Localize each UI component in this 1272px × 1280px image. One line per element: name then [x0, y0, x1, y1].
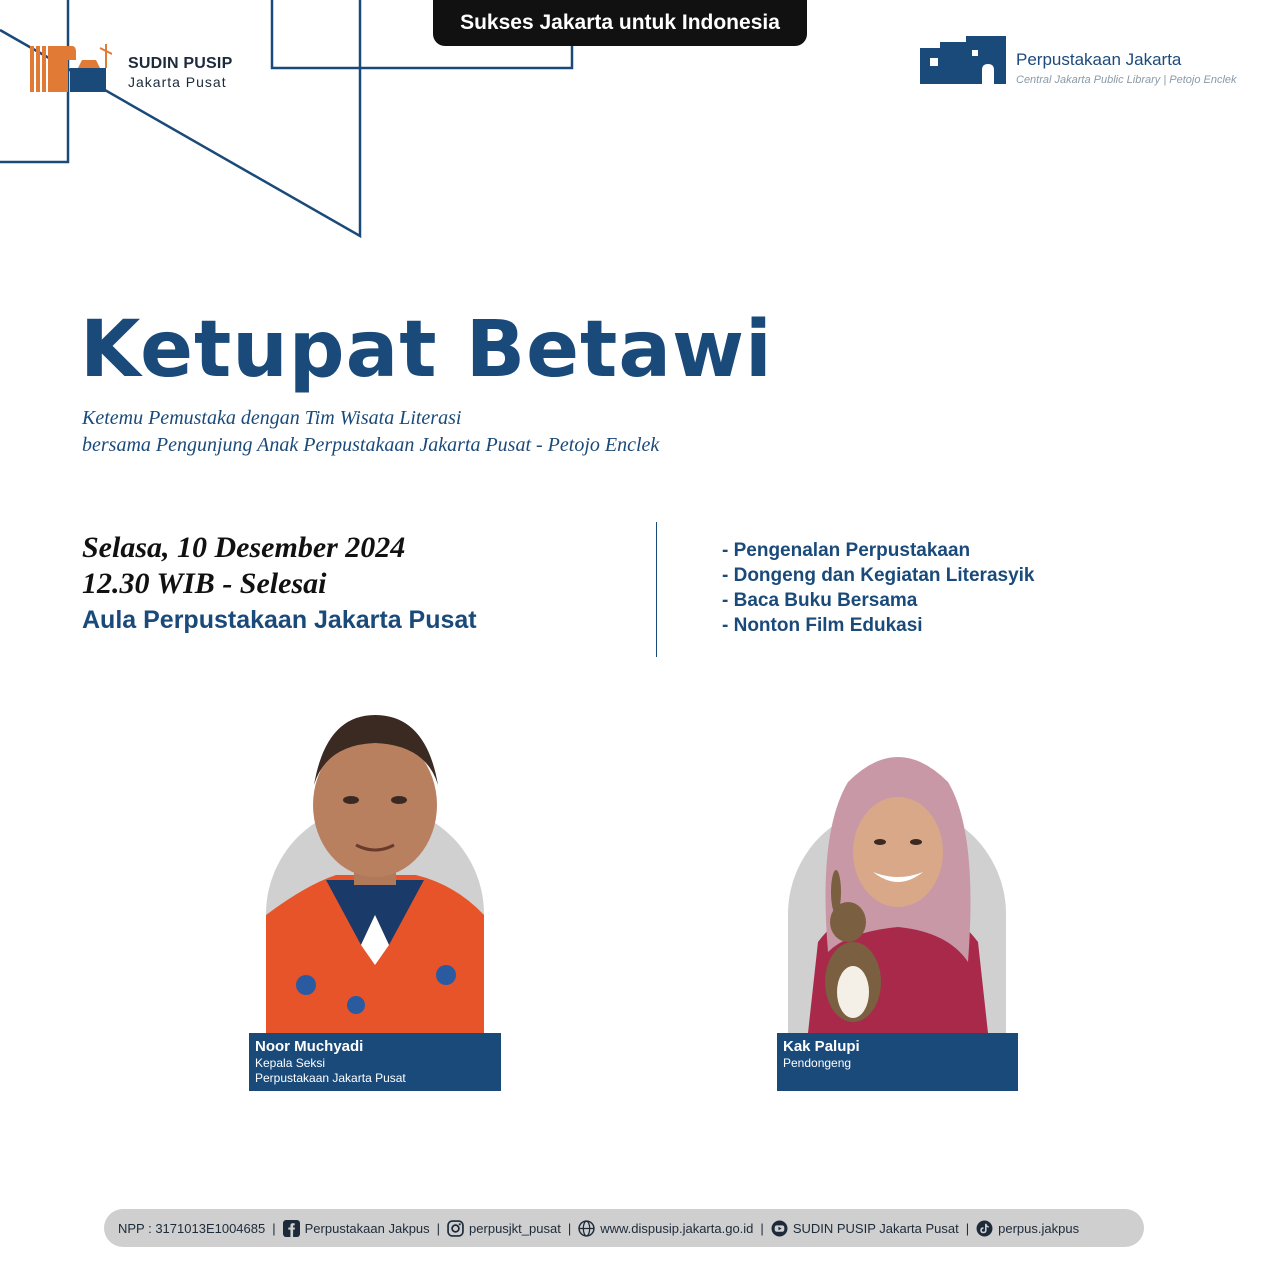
sudin-pusip-logo-icon	[30, 40, 112, 92]
agenda-item: - Pengenalan Perpustakaan	[722, 540, 971, 561]
tiktok-icon	[976, 1220, 993, 1237]
speaker-card	[777, 1033, 1018, 1091]
instagram-link[interactable]	[447, 1220, 561, 1237]
youtube-icon	[771, 1220, 788, 1237]
speaker-role: Kepala Seksi	[255, 1056, 326, 1070]
speaker-portrait-palupi	[788, 742, 1006, 1033]
speaker-name: Noor Muchyadi	[255, 1038, 364, 1055]
globe-icon	[578, 1220, 595, 1237]
facebook-icon	[283, 1220, 300, 1237]
event-date: Selasa, 10 Desember 2024	[82, 531, 406, 564]
event-venue: Aula Perpustakaan Jakarta Pusat	[82, 606, 477, 634]
event-title: Ketupat Betawi	[80, 305, 773, 395]
speaker-name: Kak Palupi	[783, 1038, 860, 1055]
agenda-list	[722, 538, 1035, 638]
website-label: www.dispusip.jakarta.go.id	[600, 1220, 754, 1236]
event-time: 12.30 WIB - Selesai	[82, 567, 327, 600]
event-schedule	[82, 530, 477, 635]
pj-title: Perpustakaan Jakarta	[1016, 50, 1182, 69]
tiktok-label: perpus.jakpus	[998, 1220, 1080, 1236]
agenda-item: - Nonton Film Edukasi	[722, 615, 923, 636]
speaker-role: Perpustakaan Jakarta Pusat	[255, 1071, 406, 1085]
speaker-portrait-noor	[266, 715, 484, 1033]
separator: |	[272, 1220, 276, 1236]
instagram-label: perpusjkt_pusat	[469, 1220, 561, 1236]
tiktok-link[interactable]	[976, 1220, 1079, 1237]
npp-number: NPP : 3171013E1004685	[118, 1220, 266, 1236]
separator: |	[760, 1220, 764, 1236]
sudin-subtitle: Jakarta Pusat	[128, 74, 227, 90]
speaker-role: Pendongeng	[783, 1056, 852, 1070]
website-link[interactable]	[578, 1220, 753, 1237]
speaker-card	[249, 1033, 501, 1091]
subtitle-line-2: bersama Pengunjung Anak Perpustakaan Jakarta Pusat - Petojo Enclek	[82, 434, 660, 456]
subtitle-line-1: Ketemu Pemustaka dengan Tim Wisata Literasi	[82, 407, 462, 429]
agenda-item: - Baca Buku Bersama	[722, 590, 918, 611]
sudin-title: SUDIN PUSIP	[128, 55, 233, 72]
perpustakaan-jakarta-logo-icon	[920, 36, 1008, 84]
tagline-banner: Sukses Jakarta untuk Indonesia	[433, 0, 807, 46]
separator: |	[965, 1220, 970, 1236]
facebook-link[interactable]	[283, 1220, 430, 1237]
footer-contact-bar	[104, 1209, 1144, 1247]
facebook-label: Perpustakaan Jakpus	[304, 1220, 430, 1236]
separator: |	[567, 1220, 572, 1236]
instagram-icon	[447, 1220, 464, 1237]
youtube-link[interactable]	[771, 1220, 959, 1237]
separator: |	[436, 1220, 441, 1236]
youtube-label: SUDIN PUSIP Jakarta Pusat	[792, 1220, 959, 1236]
divider	[656, 522, 657, 657]
agenda-item: - Dongeng dan Kegiatan Literasyik	[722, 565, 1035, 586]
pj-subtitle: Central Jakarta Public Library | Petojo Enclek	[1016, 74, 1237, 86]
event-subtitle	[82, 405, 659, 459]
